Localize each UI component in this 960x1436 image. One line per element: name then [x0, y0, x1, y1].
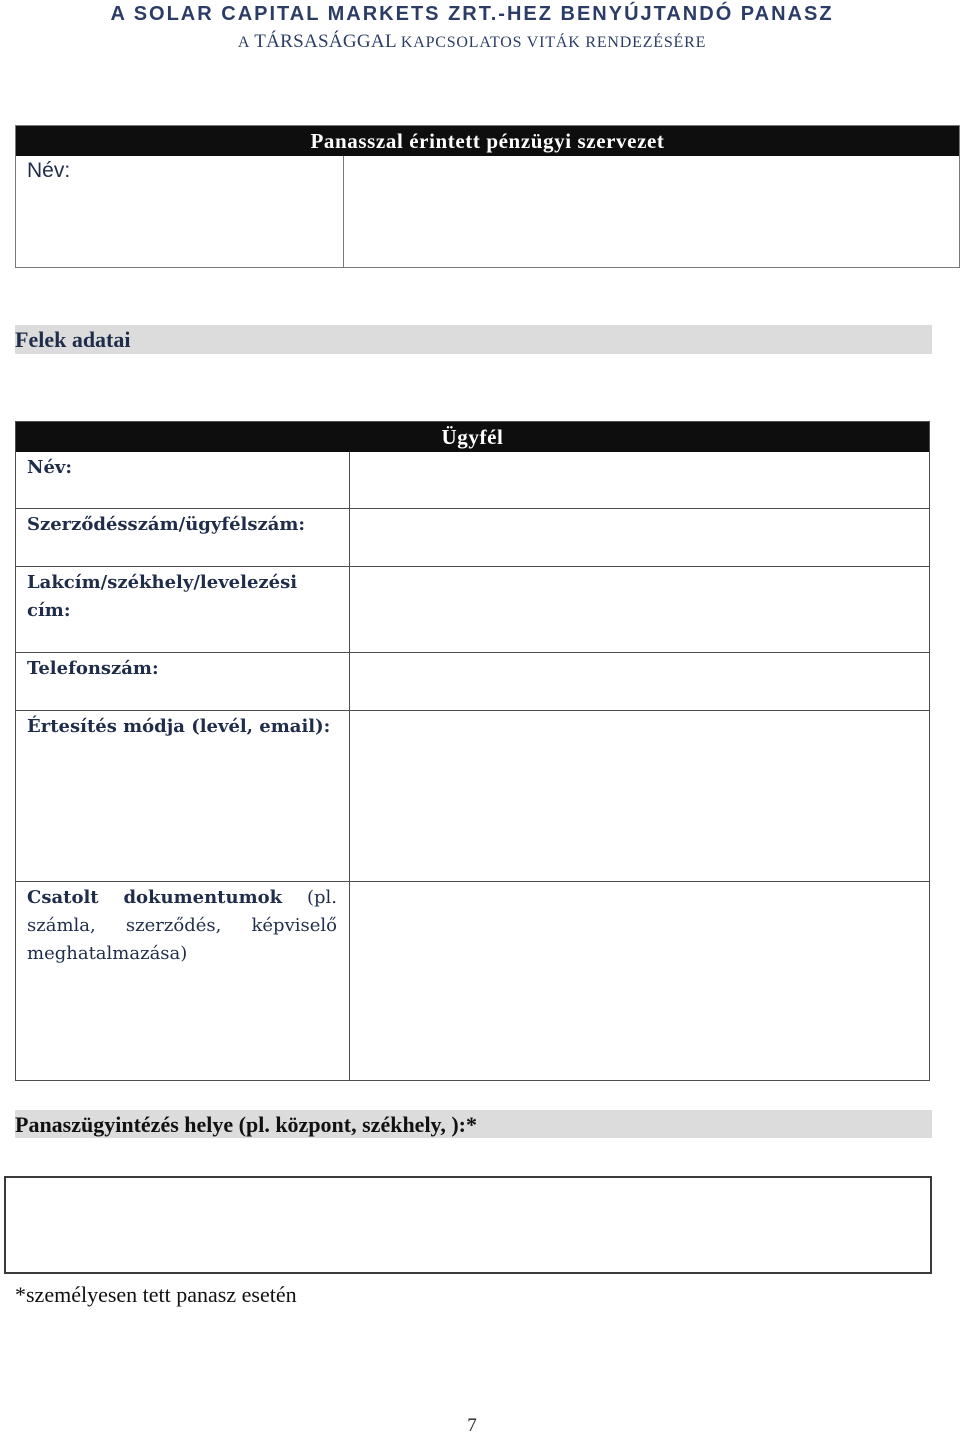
complaint-location-heading: Panaszügyintézés helye (pl. központ, székhely, ):*: [15, 1110, 932, 1138]
address-label: Lakcím/székhely/levelezési cím:: [16, 567, 350, 652]
contract-number-field[interactable]: [350, 509, 929, 566]
document-title: A SOLAR CAPITAL MARKETS ZRT.-HEZ BENYÚJTANDÓ PANASZ: [110, 3, 834, 25]
table-row: [16, 881, 929, 1080]
organization-name-field[interactable]: [344, 156, 959, 267]
organization-table: [15, 125, 960, 268]
attachments-field[interactable]: [350, 882, 929, 1080]
table-row: [16, 452, 929, 508]
client-name-label: Név:: [16, 452, 350, 508]
table-row: [16, 710, 929, 881]
notification-method-label: Értesítés módja (levél, email):: [16, 711, 350, 881]
contract-number-label: Szerződésszám/ügyfélszám:: [16, 509, 350, 566]
client-name-field[interactable]: [350, 452, 929, 508]
table-row: [16, 508, 929, 566]
subtitle-prefix: A: [237, 34, 251, 51]
client-column-header: Ügyfél: [16, 422, 929, 452]
attachments-label-bold: Csatolt dokumentumok: [27, 887, 283, 908]
footnote: *személyesen tett panasz esetén: [15, 1282, 297, 1307]
attachments-label-regular: (pl. számla, szerződés, képviselő meghatalmazása): [27, 887, 337, 964]
document-subtitle: [0, 29, 944, 56]
table-row: [16, 652, 929, 710]
subtitle-suffix: KAPCSOLATOS VITÁK RENDEZÉSÉRE: [400, 34, 707, 51]
phone-label: Telefonszám:: [16, 653, 350, 710]
notification-method-field[interactable]: [350, 711, 929, 881]
phone-field[interactable]: [350, 653, 929, 710]
organization-name-row: [16, 156, 959, 267]
table-row: [16, 566, 929, 652]
organization-name-label: Név:: [16, 156, 344, 267]
complaint-location-field[interactable]: [4, 1176, 932, 1274]
subtitle-main: TÁRSASÁGGAL: [254, 31, 397, 52]
client-table: [15, 421, 930, 1081]
address-field[interactable]: [350, 567, 929, 652]
parties-section-heading: Felek adatai: [15, 325, 932, 354]
attachments-label: [16, 882, 350, 1080]
organization-column-header: Panasszal érintett pénzügyi szervezet: [16, 126, 959, 156]
page-number: 7: [467, 1415, 477, 1436]
